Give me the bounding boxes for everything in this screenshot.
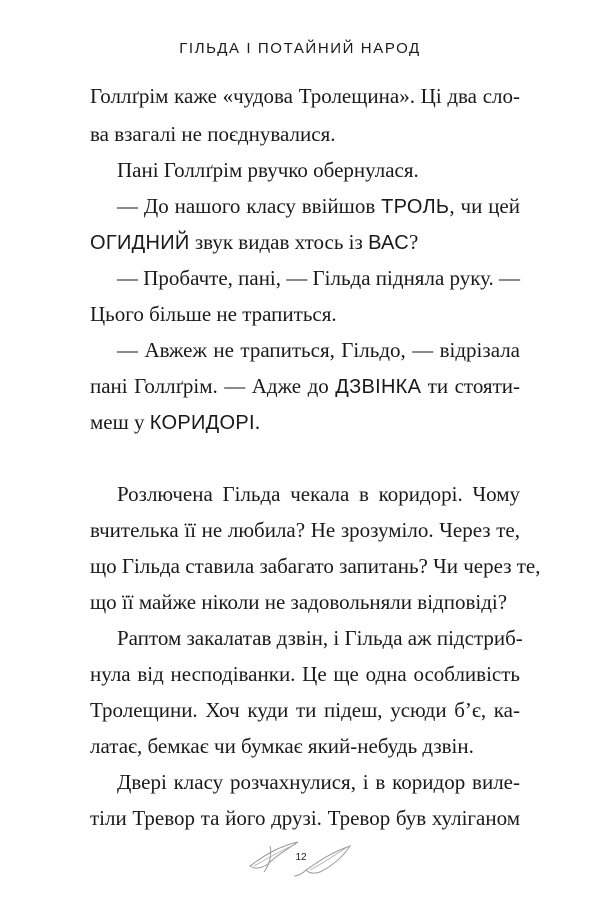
text-line: тіли Тревор та його друзі. Тревор був хуліганом: [90, 806, 520, 830]
text-line: нула від несподіванки. Це ще одна особливість: [90, 662, 520, 686]
text-line: латає, бемкає чи бумкає який-небудь дзвін.: [90, 734, 474, 758]
emphasis-word: ОГИДНИЙ: [90, 232, 190, 254]
text-line: Розлючена Гільда чекала в коридорі. Чому: [117, 482, 520, 506]
text-line: ОГИДНИЙ звук видав хтось із ВАС?: [90, 230, 419, 254]
text-line: Голлґрім каже «чудова Тролещина». Ці два сло-: [90, 84, 520, 108]
text-line: ва взагалі не поєднувалися.: [90, 122, 336, 146]
emphasis-word: ТРОЛЬ: [381, 196, 450, 218]
text-line: Раптом закалатав дзвін, і Гільда аж підстриб-: [117, 626, 523, 650]
text-line: пані Голлґрім. — Адже до ДЗВІНКА ти стояти-: [90, 374, 520, 398]
text-line: Пані Голлґрім рвучко обернулася.: [117, 158, 419, 182]
text-line: меш у КОРИДОРІ.: [90, 410, 261, 434]
text-line: Тролещини. Хоч куди ти підеш, усюди б’є, ка-: [90, 698, 520, 722]
emphasis-word: ДЗВІНКА: [335, 376, 422, 398]
emphasis-word: ВАС: [368, 232, 409, 254]
text-line: Цього більше не трапиться.: [90, 302, 337, 326]
text-line: — До нашого класу ввійшов ТРОЛЬ, чи цей: [117, 194, 520, 218]
text-line: що Гільда ставила забагато запитань? Чи через те,: [90, 554, 541, 578]
page-number: 12: [295, 852, 307, 863]
text-line: що її майже ніколи не задовольняли відповіді?: [90, 590, 508, 614]
text-line: вчителька її не любила? Не зрозуміло. Через те,: [90, 518, 520, 542]
emphasis-word: КОРИДОРІ: [149, 412, 255, 434]
text-line: — Авжеж не трапиться, Гільдо, — відрізала: [117, 338, 520, 362]
running-head: ГІЛЬДА І ПОТАЙНИЙ НАРОД: [179, 40, 421, 57]
text-line: Двері класу розчахнулися, і в коридор виле-: [117, 770, 520, 794]
text-line: — Пробачте, пані, — Гільда підняла руку. —: [117, 266, 521, 290]
